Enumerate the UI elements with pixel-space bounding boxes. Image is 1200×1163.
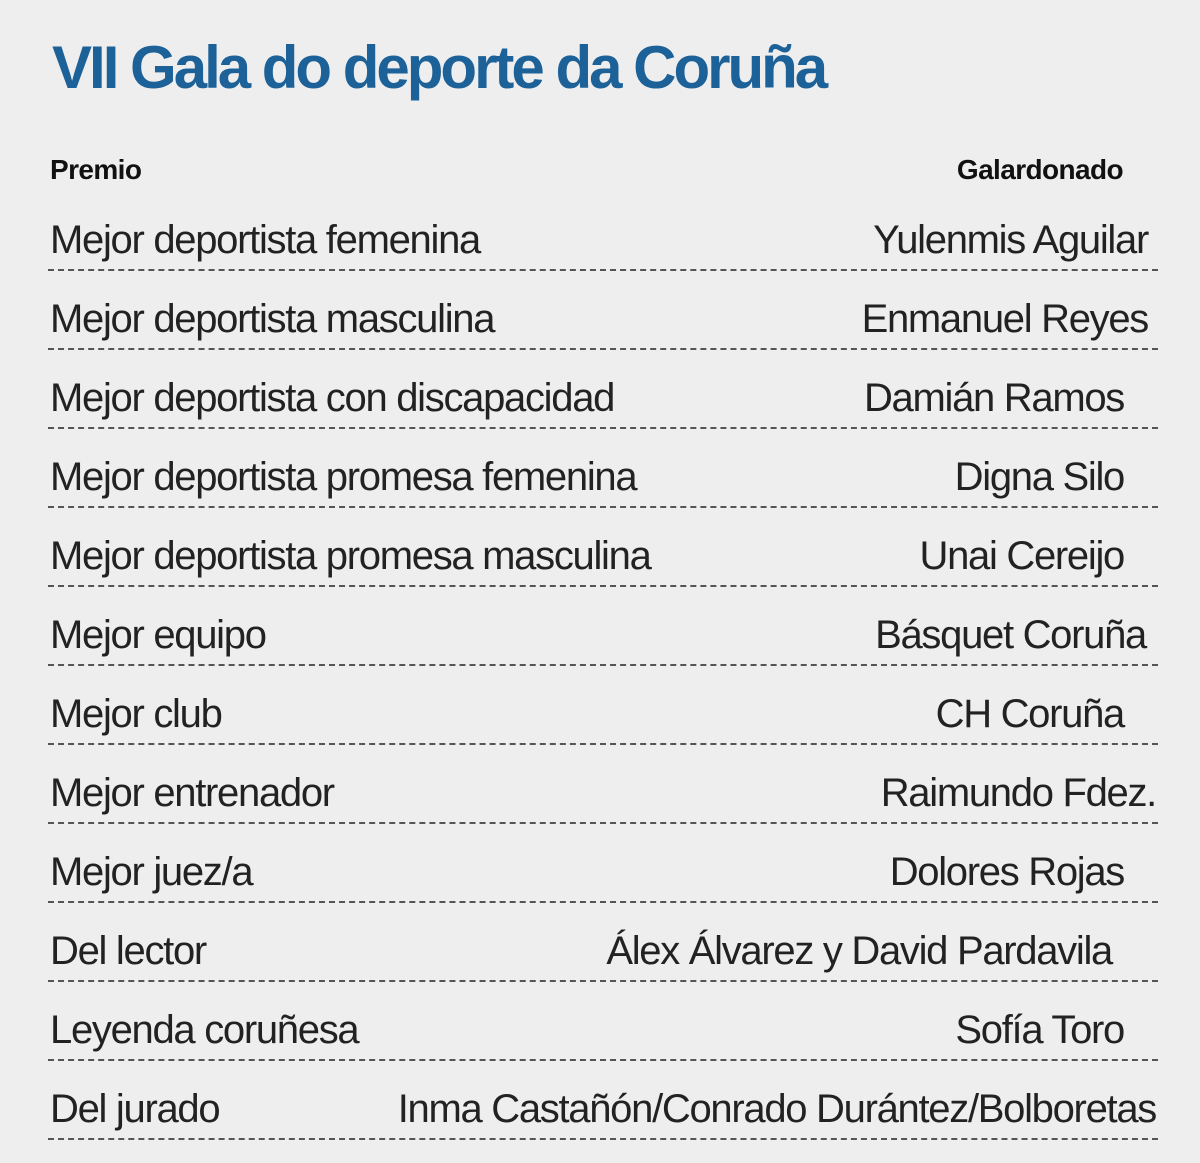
table-row xyxy=(48,826,1158,903)
award-name: Del lector xyxy=(50,929,206,974)
award-name: Mejor equipo xyxy=(50,613,266,658)
column-header-award: Premio xyxy=(50,154,142,185)
winner-name: Yulenmis Aguilar xyxy=(873,218,1148,263)
table-row xyxy=(48,1063,1158,1140)
page-title: VII Gala do deporte da Coruña xyxy=(52,34,826,101)
winner-name: Digna Silo xyxy=(954,455,1124,500)
winner-name: Raimundo Fdez. xyxy=(880,771,1156,816)
winner-name: Unai Cereijo xyxy=(919,534,1124,579)
table-row xyxy=(48,352,1158,429)
winner-name: Álex Álvarez y David Pardavila xyxy=(606,929,1112,974)
table-row xyxy=(48,747,1158,824)
column-header-winner: Galardonado xyxy=(956,154,1123,185)
award-name: Leyenda coruñesa xyxy=(50,1008,359,1053)
winner-name: Básquet Coruña xyxy=(875,613,1146,658)
table-row xyxy=(48,273,1158,350)
award-name: Mejor deportista promesa masculina xyxy=(50,534,651,579)
winner-name: Damián Ramos xyxy=(863,376,1124,421)
award-name: Del jurado xyxy=(50,1087,220,1132)
winner-name: Sofía Toro xyxy=(955,1008,1124,1053)
table-row xyxy=(48,431,1158,508)
winner-name: Dolores Rojas xyxy=(889,850,1124,895)
table-row xyxy=(48,589,1158,666)
award-name: Mejor club xyxy=(50,692,222,737)
awards-table xyxy=(48,194,1158,1140)
table-row xyxy=(48,668,1158,745)
award-name: Mejor deportista femenina xyxy=(50,218,480,263)
table-row xyxy=(48,510,1158,587)
award-name: Mejor deportista promesa femenina xyxy=(50,455,637,500)
award-name: Mejor deportista masculina xyxy=(50,297,495,342)
award-name: Mejor deportista con discapacidad xyxy=(50,376,615,421)
table-row xyxy=(48,905,1158,982)
winner-name: Enmanuel Reyes xyxy=(861,297,1148,342)
table-row xyxy=(48,194,1158,271)
winner-name: CH Coruña xyxy=(935,692,1124,737)
award-name: Mejor entrenador xyxy=(50,771,334,816)
table-header xyxy=(50,150,1123,190)
table-row xyxy=(48,984,1158,1061)
winner-name: Inma Castañón/Conrado Durántez/Bolboretas xyxy=(397,1087,1156,1132)
award-name: Mejor juez/a xyxy=(50,850,253,895)
